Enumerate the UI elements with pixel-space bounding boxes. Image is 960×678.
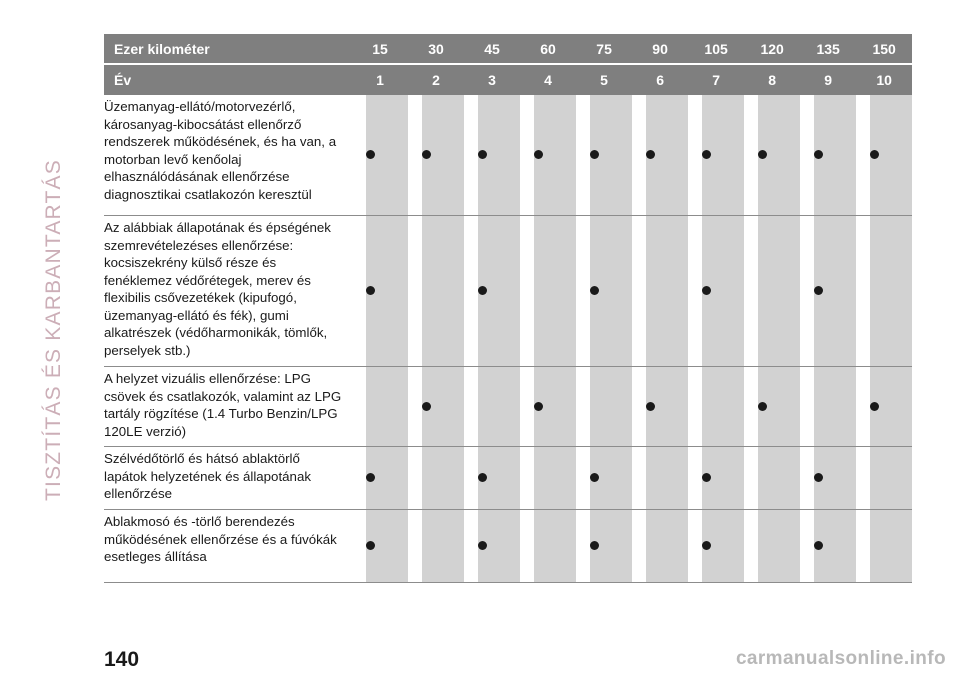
interval-cell — [646, 95, 688, 216]
column-gap — [800, 216, 814, 367]
interval-cell — [814, 216, 856, 367]
operation-description: Ablakmosó és -törlő berendezés működésének ellenőrzése és a fúvókák esetleges állítása — [104, 510, 352, 583]
column-gap — [576, 216, 590, 367]
header-km-cell: 150 — [856, 34, 912, 65]
interval-cell — [534, 367, 576, 447]
interval-cell — [758, 367, 800, 447]
column-gap — [744, 216, 758, 367]
header-km-row-label: Ezer kilométer — [104, 34, 352, 65]
check-dot-icon — [534, 150, 543, 159]
interval-cell — [702, 216, 744, 367]
header-km-cell: 75 — [576, 34, 632, 65]
column-gap — [800, 367, 814, 447]
check-dot-icon — [590, 541, 599, 550]
interval-cell — [702, 95, 744, 216]
interval-cell — [590, 95, 632, 216]
table-row — [104, 216, 912, 367]
column-gap — [744, 447, 758, 510]
column-gap — [408, 95, 422, 216]
check-dot-icon — [870, 150, 879, 159]
interval-cell — [534, 447, 576, 510]
check-dot-icon — [534, 402, 543, 411]
interval-cell — [422, 510, 464, 583]
header-km-cell: 105 — [688, 34, 744, 65]
check-dot-icon — [870, 402, 879, 411]
interval-cell — [814, 510, 856, 583]
interval-cell — [758, 216, 800, 367]
column-gap — [856, 510, 870, 583]
check-dot-icon — [758, 150, 767, 159]
header-km-cell: 135 — [800, 34, 856, 65]
header-year-cell: 9 — [800, 65, 856, 95]
table-row — [104, 95, 912, 216]
column-gap — [632, 95, 646, 216]
check-dot-icon — [590, 473, 599, 482]
column-gap — [856, 95, 870, 216]
interval-cell — [590, 510, 632, 583]
interval-cell — [478, 95, 520, 216]
header-year-cell: 2 — [408, 65, 464, 95]
operation-description: Szélvédőtörlő és hátsó ablaktörlő lapátok helyzetének és állapotának ellenőrzése — [104, 447, 352, 510]
page-number: 140 — [104, 648, 140, 671]
header-km-cell: 60 — [520, 34, 576, 65]
column-gap — [352, 447, 366, 510]
interval-cell — [702, 510, 744, 583]
column-gap — [688, 216, 702, 367]
interval-cell — [758, 447, 800, 510]
header-year-cell: 7 — [688, 65, 744, 95]
check-dot-icon — [646, 402, 655, 411]
column-gap — [464, 510, 478, 583]
check-dot-icon — [702, 541, 711, 550]
interval-cell — [422, 95, 464, 216]
header-year-cell: 4 — [520, 65, 576, 95]
column-gap — [464, 447, 478, 510]
interval-cell — [814, 95, 856, 216]
interval-cell — [758, 510, 800, 583]
check-dot-icon — [478, 473, 487, 482]
check-dot-icon — [366, 150, 375, 159]
header-year-cell: 1 — [352, 65, 408, 95]
header-km-cell: 15 — [352, 34, 408, 65]
column-gap — [520, 367, 534, 447]
interval-cell — [758, 95, 800, 216]
column-gap — [520, 216, 534, 367]
interval-cell — [646, 447, 688, 510]
column-gap — [744, 510, 758, 583]
check-dot-icon — [422, 402, 431, 411]
interval-cell — [702, 367, 744, 447]
check-dot-icon — [814, 541, 823, 550]
column-gap — [744, 367, 758, 447]
check-dot-icon — [590, 286, 599, 295]
column-gap — [688, 367, 702, 447]
check-dot-icon — [702, 150, 711, 159]
column-gap — [408, 447, 422, 510]
column-gap — [576, 95, 590, 216]
check-dot-icon — [702, 473, 711, 482]
column-gap — [520, 95, 534, 216]
column-gap — [464, 367, 478, 447]
column-gap — [352, 216, 366, 367]
interval-cell — [590, 367, 632, 447]
table-row — [104, 447, 912, 510]
column-gap — [632, 367, 646, 447]
column-gap — [576, 510, 590, 583]
operation-description: Az alábbiak állapotának és épségének szemrevételezéses ellenőrzése: kocsiszekrény külső része és fenéklemez védőrétegek, merev és flexibilis csővezetékek (kipufogó, üzemanyag-ellátó és fék), gumi alkatrészek (védőharmonikák, tömlők, perselyek stb.) — [104, 216, 352, 367]
column-gap — [464, 95, 478, 216]
check-dot-icon — [814, 150, 823, 159]
column-gap — [688, 95, 702, 216]
header-km-cell: 45 — [464, 34, 520, 65]
check-dot-icon — [758, 402, 767, 411]
check-dot-icon — [814, 473, 823, 482]
interval-cell — [422, 367, 464, 447]
header-year-cell: 3 — [464, 65, 520, 95]
interval-cell — [422, 216, 464, 367]
table-row — [104, 510, 912, 583]
maintenance-schedule-table — [104, 34, 912, 583]
column-gap — [576, 447, 590, 510]
column-gap — [800, 510, 814, 583]
column-gap — [856, 216, 870, 367]
header-year-cell: 8 — [744, 65, 800, 95]
interval-cell — [534, 95, 576, 216]
interval-cell — [478, 216, 520, 367]
column-gap — [576, 367, 590, 447]
column-gap — [800, 447, 814, 510]
check-dot-icon — [702, 286, 711, 295]
check-dot-icon — [478, 150, 487, 159]
interval-cell — [870, 95, 912, 216]
column-gap — [856, 447, 870, 510]
interval-cell — [870, 367, 912, 447]
interval-cell — [870, 216, 912, 367]
interval-cell — [646, 510, 688, 583]
check-dot-icon — [366, 541, 375, 550]
interval-cell — [814, 367, 856, 447]
header-km-row — [104, 34, 912, 65]
check-dot-icon — [646, 150, 655, 159]
interval-cell — [366, 216, 408, 367]
check-dot-icon — [478, 286, 487, 295]
column-gap — [520, 447, 534, 510]
interval-cell — [534, 510, 576, 583]
column-gap — [632, 216, 646, 367]
column-gap — [352, 510, 366, 583]
check-dot-icon — [366, 473, 375, 482]
column-gap — [408, 216, 422, 367]
column-gap — [408, 510, 422, 583]
check-dot-icon — [478, 541, 487, 550]
column-gap — [352, 367, 366, 447]
interval-cell — [590, 447, 632, 510]
interval-cell — [478, 510, 520, 583]
section-title: TISZTÍTÁS ÉS KARBANTARTÁS — [42, 159, 65, 501]
interval-cell — [646, 367, 688, 447]
check-dot-icon — [422, 150, 431, 159]
column-gap — [408, 367, 422, 447]
header-year-row — [104, 65, 912, 95]
header-year-cell: 6 — [632, 65, 688, 95]
operation-description: Üzemanyag-ellátó/motorvezérlő, károsanyag-kibocsátást ellenőrző rendszerek működésének, és ha van, a motorban levő kenőolaj elhasználódásának ellenőrzése diagnosztikai csatlakozón keresztül — [104, 95, 352, 216]
column-gap — [800, 95, 814, 216]
header-km-cell: 120 — [744, 34, 800, 65]
column-gap — [464, 216, 478, 367]
header-year-cell: 5 — [576, 65, 632, 95]
check-dot-icon — [814, 286, 823, 295]
header-year-row-label: Év — [104, 65, 352, 95]
check-dot-icon — [590, 150, 599, 159]
interval-cell — [590, 216, 632, 367]
watermark: carmanualsonline.info — [735, 648, 946, 669]
operation-description: A helyzet vizuális ellenőrzése: LPG csövek és csatlakozók, valamint az LPG tartály rögzítése (1.4 Turbo Benzin/LPG 120LE verzió) — [104, 367, 352, 447]
column-gap — [688, 447, 702, 510]
interval-cell — [478, 367, 520, 447]
column-gap — [744, 95, 758, 216]
interval-cell — [870, 447, 912, 510]
interval-cell — [702, 447, 744, 510]
column-gap — [632, 447, 646, 510]
column-gap — [520, 510, 534, 583]
interval-cell — [646, 216, 688, 367]
interval-cell — [870, 510, 912, 583]
column-gap — [632, 510, 646, 583]
header-year-cell: 10 — [856, 65, 912, 95]
interval-cell — [422, 447, 464, 510]
interval-cell — [366, 367, 408, 447]
interval-cell — [366, 510, 408, 583]
table-row — [104, 367, 912, 447]
interval-cell — [366, 95, 408, 216]
check-dot-icon — [366, 286, 375, 295]
interval-cell — [534, 216, 576, 367]
column-gap — [688, 510, 702, 583]
column-gap — [352, 95, 366, 216]
column-gap — [856, 367, 870, 447]
interval-cell — [366, 447, 408, 510]
interval-cell — [814, 447, 856, 510]
interval-cell — [478, 447, 520, 510]
header-km-cell: 90 — [632, 34, 688, 65]
header-km-cell: 30 — [408, 34, 464, 65]
